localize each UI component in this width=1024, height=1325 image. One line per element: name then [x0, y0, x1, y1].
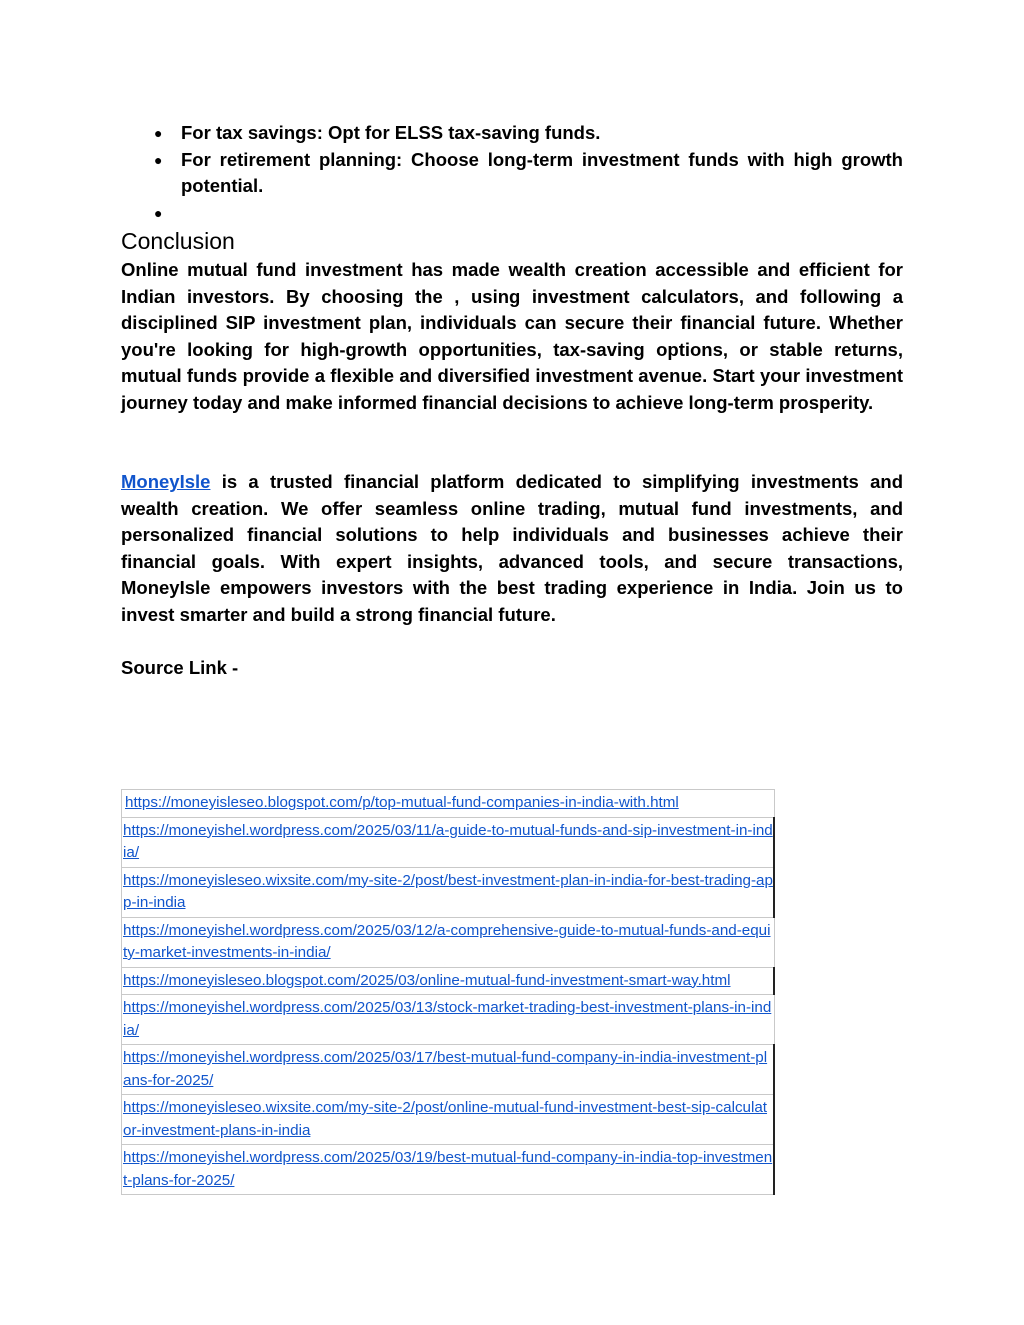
bullet-dot-icon: ●: [154, 125, 163, 141]
source-link[interactable]: https://moneyisleseo.wixsite.com/my-site-2/post/online-mutual-fund-investment-best-sip-calculator-investment-plans-in-india: [123, 1099, 768, 1139]
source-link[interactable]: https://moneyishel.wordpress.com/2025/03/12/a-comprehensive-guide-to-mutual-funds-and-equity-market-investments-in-india/: [123, 921, 771, 961]
table-row: [122, 867, 775, 917]
source-link[interactable]: https://moneyishel.wordpress.com/2025/03/17/best-mutual-fund-company-in-india-investment-plans-for-2025/: [123, 1049, 768, 1089]
conclusion-paragraph: Online mutual fund investment has made wealth creation accessible and efficient for Indian investors. By choosing the , using investment calculators, and following a disciplined SIP investment plan, individuals can secure their financial future. Whether you're looking for high-growth opportunities, tax-saving options, or stable returns, mutual funds provide a flexible and diversified investment avenue. Start your investment journey today and make informed financial decisions to achieve long-term prosperity.: [121, 259, 903, 413]
table-row: [122, 917, 775, 967]
table-row: [122, 967, 775, 995]
table-row: [122, 790, 775, 818]
source-link[interactable]: https://moneyisleseo.wixsite.com/my-site-2/post/best-investment-plan-in-india-for-best-trading-app-in-india: [123, 871, 773, 911]
bullet-dot-icon: ●: [154, 204, 163, 221]
source-link[interactable]: https://moneyishel.wordpress.com/2025/03/13/stock-market-trading-best-investment-plans-in-india/: [123, 999, 772, 1039]
table-row: [122, 1045, 775, 1095]
bullet-text: For retirement planning: Choose long-term investment funds with high growth potential.: [181, 148, 903, 196]
table-row: [122, 995, 775, 1045]
bullet-list: [121, 120, 903, 226]
bullet-dot-icon: ●: [154, 151, 163, 168]
table-row: [122, 817, 775, 867]
about-text: is a trusted financial platform dedicated to simplifying investments and wealth creation. We offer seamless online trading, mutual fund investments, and personalized financial solutions to help individuals and businesses achieve their financial goals. With expert insights, advanced tools, and secure transactions, MoneyIsle empowers investors with the best trading experience in India. Join us to invest smarter and build a strong financial future.: [121, 471, 903, 625]
bullet-text: For tax savings: Opt for ELSS tax-saving funds.: [181, 122, 601, 143]
table-cell: [122, 967, 775, 995]
table-cell: [122, 817, 775, 867]
source-link-label: Source Link -: [121, 657, 239, 678]
about-paragraph: [121, 469, 903, 629]
table-cell: [122, 867, 775, 917]
source-link[interactable]: https://moneyisleseo.blogspot.com/p/top-mutual-fund-companies-in-india-with.html: [125, 794, 679, 811]
source-link[interactable]: https://moneyishel.wordpress.com/2025/03/19/best-mutual-fund-company-in-india-top-investment-plans-for-2025/: [123, 1149, 773, 1189]
bullet-item: [121, 147, 903, 200]
table-cell: [122, 995, 775, 1045]
moneyisle-link[interactable]: MoneyIsle: [121, 471, 211, 492]
section-heading-conclusion: Conclusion: [121, 228, 235, 254]
table-cell: [122, 790, 775, 818]
table-cell: [122, 1145, 775, 1195]
source-link[interactable]: https://moneyishel.wordpress.com/2025/03/11/a-guide-to-mutual-funds-and-sip-investment-in-india/: [123, 821, 773, 861]
table-row: [122, 1145, 775, 1195]
table-cell: [122, 1045, 775, 1095]
bullet-item: [121, 120, 903, 147]
table-cell: [122, 917, 775, 967]
bullet-item-empty: [121, 200, 903, 227]
table-row: [122, 1095, 775, 1145]
source-links-table: [121, 789, 775, 1195]
source-link[interactable]: https://moneyisleseo.blogspot.com/2025/03/online-mutual-fund-investment-smart-way.html: [123, 971, 731, 989]
table-cell: [122, 1095, 775, 1145]
